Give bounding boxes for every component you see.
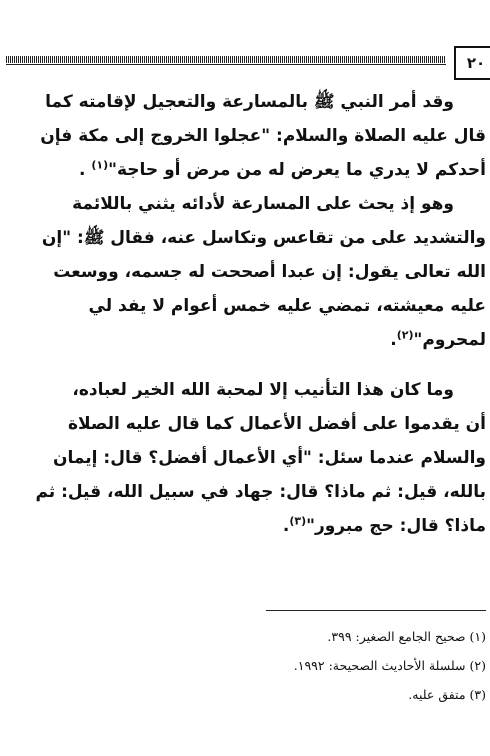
paragraph-3 bbox=[0, 373, 486, 543]
text-line: قال عليه الصلاة والسلام: "عجلوا الخروج إلى مكة فإن bbox=[40, 126, 486, 146]
text-line: الله تعالى يقول: إن عبدا أصححت له جسمه، ووسعت bbox=[53, 262, 486, 282]
footnote-ref: (١) bbox=[91, 158, 109, 172]
footnote-separator bbox=[266, 610, 486, 611]
body-text bbox=[0, 85, 486, 543]
text-line: أن يقدموا على أفضل الأعمال كما قال عليه الصلاة bbox=[67, 414, 486, 434]
text-line: بالله، قيل: ثم ماذا؟ قال: جهاد في سبيل الله، قيل: ثم bbox=[35, 482, 486, 502]
paragraph-gap bbox=[0, 357, 486, 373]
text-line: وهو إذ يحث على المسارعة لأدائه يثني باللائمة bbox=[72, 194, 454, 214]
text-line-content: أحدكم لا يدري ما يعرض له من مرض أو حاجة" bbox=[108, 160, 486, 180]
footnote: (٣) متفق عليه. bbox=[408, 687, 486, 702]
text-line: والتشديد على من تقاعس وتكاسل عنه، فقال ﷺ: "إن bbox=[41, 228, 486, 248]
footnote-ref: (٣) bbox=[289, 514, 307, 528]
text-line: وما كان هذا التأنيب إلا لمحبة الله الخير لعباده، bbox=[72, 380, 454, 400]
footnotes bbox=[0, 622, 486, 709]
text-line: أحدكم لا يدري ما يعرض له من مرض أو حاجة"$^{(١)}$ . bbox=[78, 158, 486, 180]
text-line: لمحروم"$^{(٢)}$. bbox=[390, 328, 486, 350]
text-line: ماذا؟ قال: حج مبرور"$^{(٣)}$. bbox=[282, 514, 486, 536]
text-line-content: ماذا؟ قال: حج مبرور" bbox=[306, 516, 486, 536]
page-number: ٢٠ bbox=[454, 46, 490, 80]
text-line: عليه معيشته، تمضي عليه خمس أعوام لا يفد لي bbox=[88, 296, 486, 316]
text-line-content: لمحروم" bbox=[413, 330, 486, 350]
text-line: وقد أمر النبي ﷺ بالمسارعة والتعجيل لإقامته كما bbox=[45, 92, 454, 112]
paragraph-2 bbox=[0, 187, 486, 357]
footnote: (١) صحيح الجامع الصغير: ٣٩٩. bbox=[327, 629, 486, 644]
text-line: والسلام عندما سئل: "أي الأعمال أفضل؟ قال: إيمان bbox=[53, 448, 486, 468]
paragraph-1 bbox=[0, 85, 486, 187]
header-rule bbox=[6, 56, 446, 63]
footnote: (٢) سلسلة الأحاديث الصحيحة: ١٩٩٢. bbox=[293, 658, 486, 673]
footnote-ref: (٢) bbox=[396, 328, 414, 342]
